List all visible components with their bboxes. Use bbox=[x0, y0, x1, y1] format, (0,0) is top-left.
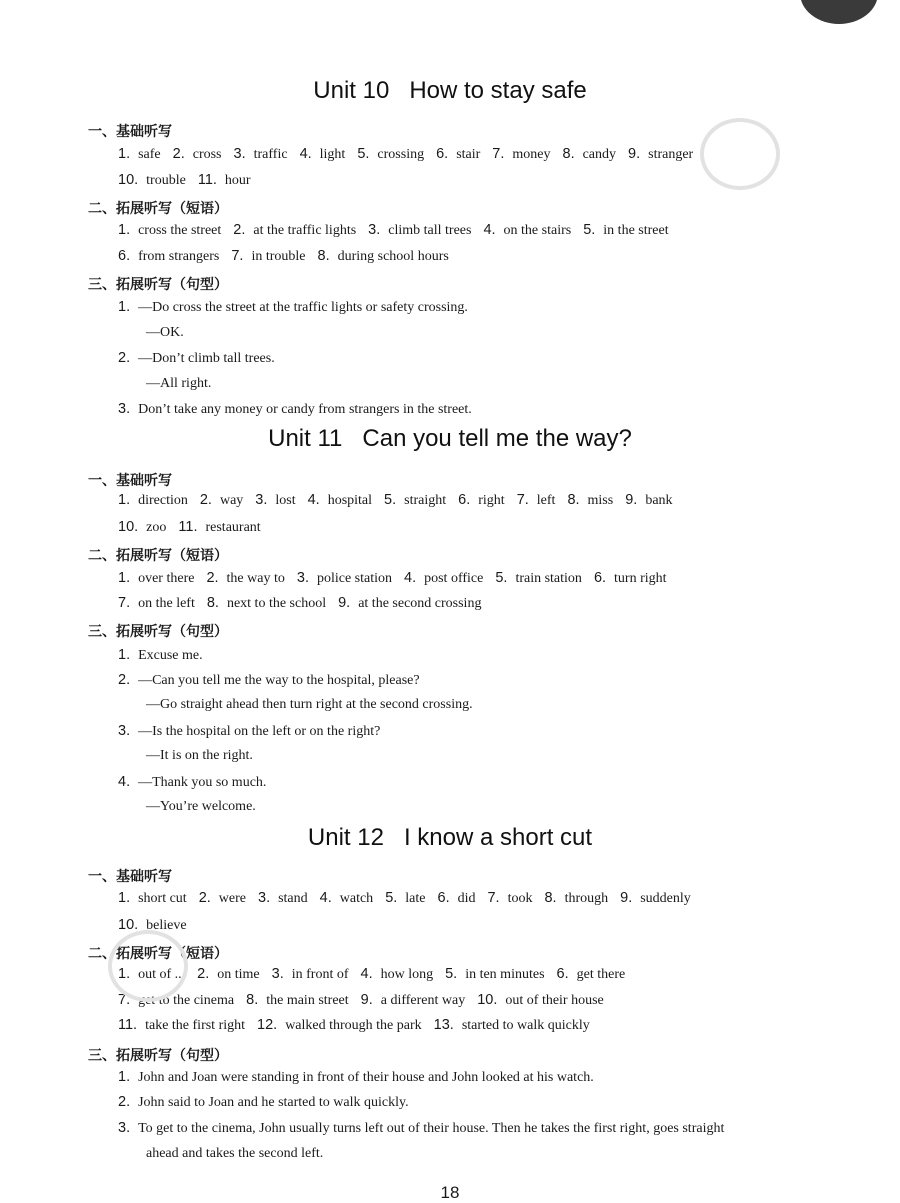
item-answer: crossing bbox=[377, 147, 425, 162]
answer-line bbox=[146, 799, 268, 815]
item-answer: in ten minutes bbox=[465, 967, 545, 982]
item-answer: Excuse me. bbox=[138, 648, 203, 663]
item-answer: police station bbox=[316, 571, 393, 586]
answer-line bbox=[118, 647, 215, 664]
item-number: 11. bbox=[197, 172, 217, 188]
item-number: 2. bbox=[199, 492, 212, 508]
item-number: 6. bbox=[593, 570, 607, 586]
item-answer: the way to bbox=[226, 571, 285, 586]
item-number: 7. bbox=[231, 248, 244, 264]
item-number: 3. bbox=[233, 146, 246, 162]
section-heading: 三、拓展听写（句型） bbox=[88, 624, 228, 640]
item-number: 4. bbox=[307, 492, 320, 508]
answer-line bbox=[118, 1017, 602, 1034]
item-answer: trouble bbox=[146, 173, 186, 188]
answer-line bbox=[146, 697, 485, 713]
item-number: 3. bbox=[258, 890, 271, 906]
item-answer: safe bbox=[138, 147, 161, 162]
unit-name: How to stay safe bbox=[409, 77, 587, 104]
item-answer: post office bbox=[424, 571, 484, 586]
item-number: 3. bbox=[368, 222, 381, 238]
answer-line bbox=[118, 992, 616, 1009]
item-answer: bank bbox=[645, 493, 673, 508]
item-number: 5. bbox=[495, 570, 508, 586]
item-answer: short cut bbox=[138, 891, 187, 906]
item-number: 7. bbox=[487, 890, 500, 906]
item-number: 1. bbox=[118, 890, 131, 906]
item-number: 1. bbox=[118, 222, 131, 238]
item-answer: at the second crossing bbox=[358, 596, 482, 611]
item-answer: lost bbox=[275, 493, 296, 508]
item-answer: stand bbox=[278, 891, 308, 906]
item-answer: money bbox=[512, 147, 551, 162]
item-answer: To get to the cinema, John usually turns left out of their house. Then he takes the first right, goes straight bbox=[138, 1121, 725, 1136]
item-number: 4. bbox=[299, 146, 312, 162]
item-number: 1. bbox=[118, 299, 131, 315]
item-answer: in trouble bbox=[251, 249, 306, 264]
item-answer: —Go straight ahead then turn right at the second crossing. bbox=[146, 697, 473, 712]
item-number: 6. bbox=[118, 248, 131, 264]
item-number: 9. bbox=[338, 595, 351, 611]
item-answer: were bbox=[218, 891, 246, 906]
item-answer: left bbox=[536, 493, 556, 508]
answer-line bbox=[118, 401, 484, 418]
item-number: 2. bbox=[118, 350, 131, 366]
item-answer: cross bbox=[192, 147, 222, 162]
item-number: 10. bbox=[118, 519, 139, 535]
answer-line bbox=[146, 376, 223, 392]
item-answer: straight bbox=[404, 493, 447, 508]
item-answer: way bbox=[219, 493, 244, 508]
item-answer: zoo bbox=[146, 520, 167, 535]
item-answer: over there bbox=[138, 571, 195, 586]
item-answer: direction bbox=[138, 493, 188, 508]
item-answer: stair bbox=[456, 147, 481, 162]
item-answer: next to the school bbox=[226, 596, 327, 611]
item-answer: hospital bbox=[327, 493, 373, 508]
item-number: 13. bbox=[433, 1017, 454, 1033]
item-number: 2. bbox=[172, 146, 185, 162]
item-answer: from strangers bbox=[138, 249, 220, 264]
item-number: 8. bbox=[562, 146, 575, 162]
answer-line bbox=[118, 1069, 606, 1086]
item-answer: take the first right bbox=[145, 1018, 246, 1033]
item-number: 8. bbox=[246, 992, 259, 1008]
item-number: 4. bbox=[483, 222, 496, 238]
item-answer: —All right. bbox=[146, 376, 212, 391]
item-number: 2. bbox=[118, 1094, 131, 1110]
item-number: 9. bbox=[628, 146, 641, 162]
item-answer: train station bbox=[515, 571, 582, 586]
item-answer: stranger bbox=[648, 147, 694, 162]
item-answer: the main street bbox=[266, 993, 349, 1008]
answer-line bbox=[118, 1120, 736, 1137]
item-answer: ahead and takes the second left. bbox=[146, 1146, 324, 1161]
item-number: 3. bbox=[255, 492, 268, 508]
item-number: 2. bbox=[233, 222, 246, 238]
answer-line bbox=[118, 723, 392, 740]
item-number: 7. bbox=[516, 492, 529, 508]
item-number: 7. bbox=[118, 595, 131, 611]
item-answer: cross the street bbox=[138, 223, 222, 238]
answer-line bbox=[118, 146, 705, 163]
item-answer: —Is the hospital on the left or on the right? bbox=[138, 724, 381, 739]
item-answer: light bbox=[319, 147, 346, 162]
item-number: 12. bbox=[257, 1017, 278, 1033]
answer-line bbox=[118, 492, 685, 509]
item-number: 9. bbox=[360, 992, 373, 1008]
page-number: 18 bbox=[440, 1183, 460, 1202]
item-number: 6. bbox=[458, 492, 471, 508]
item-number: 4. bbox=[319, 890, 332, 906]
answer-line bbox=[118, 519, 273, 536]
item-number: 3. bbox=[118, 401, 131, 417]
item-number: 9. bbox=[620, 890, 633, 906]
item-answer: restaurant bbox=[205, 520, 261, 535]
answer-line bbox=[118, 570, 679, 587]
item-answer: candy bbox=[582, 147, 617, 162]
item-number: 11. bbox=[178, 519, 198, 535]
answer-line bbox=[118, 299, 480, 316]
section-heading: 一、基础听写 bbox=[88, 869, 172, 885]
item-number: 3. bbox=[118, 723, 131, 739]
watermark-logo-icon bbox=[108, 930, 188, 1002]
section-heading: 一、基础听写 bbox=[88, 473, 172, 489]
answer-line bbox=[118, 890, 703, 907]
item-number: 1. bbox=[118, 647, 131, 663]
watermark-logo-icon bbox=[700, 118, 780, 190]
item-answer: traffic bbox=[253, 147, 288, 162]
item-answer: John and Joan were standing in front of their house and John looked at his watch. bbox=[138, 1070, 594, 1085]
item-answer: started to walk quickly bbox=[461, 1018, 590, 1033]
item-answer: on the stairs bbox=[503, 223, 572, 238]
unit-title bbox=[0, 77, 900, 105]
item-number: 3. bbox=[296, 570, 309, 586]
section-heading: 二、拓展听写（短语） bbox=[88, 946, 228, 962]
section-heading: 二、拓展听写（短语） bbox=[88, 548, 228, 564]
item-number: 8. bbox=[544, 890, 557, 906]
item-number: 1. bbox=[118, 1069, 131, 1085]
item-answer: out of their house bbox=[505, 993, 604, 1008]
item-number: 10. bbox=[118, 917, 139, 933]
item-number: 8. bbox=[567, 492, 580, 508]
item-number: 5. bbox=[385, 890, 398, 906]
item-answer: suddenly bbox=[640, 891, 691, 906]
item-answer: miss bbox=[587, 493, 614, 508]
item-number: 5. bbox=[445, 966, 458, 982]
unit-title bbox=[0, 824, 900, 852]
item-answer: walked through the park bbox=[285, 1018, 422, 1033]
item-number: 5. bbox=[357, 146, 370, 162]
item-answer: get to the cinema bbox=[138, 993, 235, 1008]
item-answer: hour bbox=[224, 173, 251, 188]
item-number: 1. bbox=[118, 966, 131, 982]
item-number: 4. bbox=[118, 774, 131, 790]
item-number: 2. bbox=[197, 966, 210, 982]
item-number: 6. bbox=[556, 966, 569, 982]
answer-line bbox=[118, 248, 461, 265]
unit-number: Unit 11 bbox=[268, 425, 343, 452]
item-answer: —OK. bbox=[146, 325, 184, 340]
item-number: 1. bbox=[118, 570, 131, 586]
item-answer: —Don’t climb tall trees. bbox=[138, 351, 275, 366]
unit-number: Unit 12 bbox=[307, 824, 384, 851]
item-number: 10. bbox=[477, 992, 498, 1008]
item-answer: —Can you tell me the way to the hospital, please? bbox=[138, 673, 420, 688]
item-answer: turn right bbox=[614, 571, 667, 586]
item-answer: right bbox=[478, 493, 505, 508]
item-answer: through bbox=[564, 891, 609, 906]
answer-line bbox=[146, 748, 265, 764]
item-number: 8. bbox=[206, 595, 219, 611]
answer-line bbox=[118, 595, 493, 612]
item-answer: John said to Joan and he started to walk quickly. bbox=[138, 1095, 409, 1110]
item-answer: out of ... bbox=[138, 967, 186, 982]
item-number: 6. bbox=[437, 890, 450, 906]
unit-number: Unit 10 bbox=[313, 77, 390, 104]
item-answer: —It is on the right. bbox=[146, 748, 253, 763]
item-answer: how long bbox=[380, 967, 434, 982]
section-heading: 一、基础听写 bbox=[88, 124, 172, 140]
answer-line bbox=[146, 325, 196, 341]
item-number: 6. bbox=[436, 146, 449, 162]
answer-line bbox=[118, 222, 681, 239]
item-number: 4. bbox=[360, 966, 373, 982]
item-number: 7. bbox=[492, 146, 505, 162]
answer-line bbox=[118, 1094, 421, 1111]
answer-line bbox=[118, 350, 287, 367]
item-number: 3. bbox=[118, 1120, 131, 1136]
item-answer: in the street bbox=[603, 223, 669, 238]
item-answer: a different way bbox=[380, 993, 466, 1008]
item-number: 8. bbox=[317, 248, 330, 264]
item-number: 2. bbox=[118, 672, 131, 688]
item-number: 2. bbox=[198, 890, 211, 906]
item-answer: —Thank you so much. bbox=[138, 775, 267, 790]
item-answer: Don’t take any money or candy from strangers in the street. bbox=[138, 402, 472, 417]
page-corner-tab bbox=[800, 0, 878, 24]
item-answer: at the traffic lights bbox=[253, 223, 357, 238]
item-number: 9. bbox=[625, 492, 638, 508]
section-heading: 二、拓展听写（短语） bbox=[88, 201, 228, 217]
item-answer: climb tall trees bbox=[388, 223, 472, 238]
item-number: 4. bbox=[404, 570, 417, 586]
unit-name: I know a short cut bbox=[403, 824, 593, 851]
item-answer: in front of bbox=[291, 967, 349, 982]
item-number: 5. bbox=[583, 222, 596, 238]
item-answer: took bbox=[507, 891, 533, 906]
item-answer: get there bbox=[576, 967, 626, 982]
item-number: 2. bbox=[206, 570, 219, 586]
item-answer: believe bbox=[146, 918, 187, 933]
section-heading: 三、拓展听写（句型） bbox=[88, 1048, 228, 1064]
item-number: 7. bbox=[118, 992, 131, 1008]
section-heading: 三、拓展听写（句型） bbox=[88, 277, 228, 293]
item-answer: —You’re welcome. bbox=[146, 799, 256, 814]
item-answer: —Do cross the street at the traffic lights or safety crossing. bbox=[138, 300, 468, 315]
item-number: 11. bbox=[118, 1017, 138, 1033]
item-number: 1. bbox=[118, 492, 131, 508]
unit-title bbox=[0, 425, 900, 453]
item-answer: did bbox=[457, 891, 476, 906]
item-number: 10. bbox=[118, 172, 139, 188]
item-number: 1. bbox=[118, 146, 131, 162]
answer-line bbox=[146, 1146, 335, 1162]
unit-name: Can you tell me the way? bbox=[362, 425, 632, 452]
item-answer: watch bbox=[339, 891, 374, 906]
item-answer: on the left bbox=[138, 596, 195, 611]
answer-line bbox=[118, 774, 278, 791]
answer-line bbox=[118, 172, 263, 189]
item-answer: during school hours bbox=[337, 249, 449, 264]
answer-line bbox=[118, 966, 637, 983]
item-answer: on time bbox=[217, 967, 260, 982]
item-number: 5. bbox=[384, 492, 397, 508]
answer-line bbox=[118, 672, 432, 689]
item-answer: late bbox=[405, 891, 426, 906]
item-number: 3. bbox=[271, 966, 284, 982]
